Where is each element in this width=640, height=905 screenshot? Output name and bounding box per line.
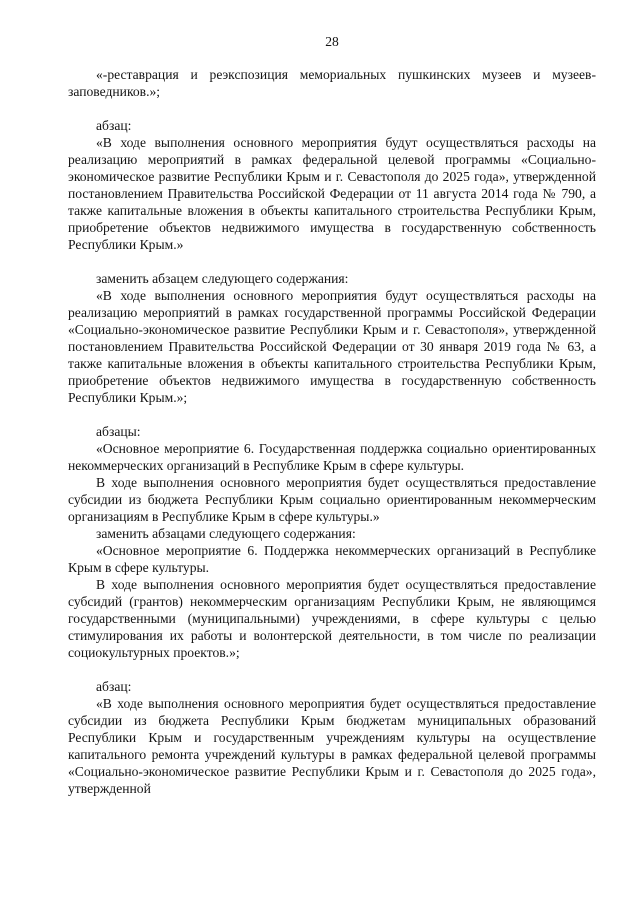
body-paragraph: «Основное мероприятие 6. Государственная поддержка социально ориентированных некоммерческих организаций в Республике Крым в сфере культуры.: [68, 441, 596, 473]
body-paragraph: «В ходе выполнения основного мероприятия будут осуществляться расходы на реализацию мероприятий в рамках федеральной целевой программы «Социально-экономическое развитие Республики Крым и г. Севастополя до 2025 года», утвержденной постановлением Правительства Российской Федерации от 11 августа 2014 года № 790, а также капитальные вложения в объекты капитального строительства Республики Крым, приобретение объектов недвижимого имущества в государственную собственность Республики Крым.»: [68, 135, 596, 252]
body-paragraph: «-реставрация и реэкспозиция мемориальных пушкинских музеев и музеев-заповедников.»;: [68, 67, 596, 99]
paragraph-spacer: [68, 253, 596, 270]
amendment-label: абзацы:: [96, 424, 141, 439]
paragraph-spacer: [68, 406, 596, 423]
body-paragraph: «В ходе выполнения основного мероприятия будет осуществляться предоставление субсидии из бюджета Республики Крым бюджетам муниципальных образований Республики Крым и государственным учреждениям культуры на осуществление капитального ремонта учреждений культуры в рамках федеральной целевой программы «Социально-экономическое развитие Республики Крым и г. Севастополя до 2025 года», утвержденной: [68, 696, 596, 796]
amendment-label: абзац:: [96, 679, 132, 694]
amendment-label: заменить абзацем следующего содержания:: [96, 271, 349, 286]
body-paragraph: «Основное мероприятие 6. Поддержка некоммерческих организаций в Республике Крым в сфере культуры.: [68, 543, 596, 575]
amendment-label: заменить абзацами следующего содержания:: [96, 526, 356, 541]
body-paragraph: «В ходе выполнения основного мероприятия будут осуществляться расходы на реализацию мероприятий в рамках государственной программы Российской Федерации «Социально-экономическое развитие Республики Крым и г. Севастополя», утвержденной постановлением Правительства Российской Федерации от 30 января 2019 года № 63, а также капитальные вложения в объекты капитального строительства Республики Крым, приобретение объектов недвижимого имущества в государственную собственность Республики Крым.»;: [68, 288, 596, 405]
body-paragraph: В ходе выполнения основного мероприятия будет осуществляться предоставление субсидии из бюджета Республики Крым социально ориентированным некоммерческим организациям в Республике Крым в сфере культуры.»: [68, 475, 596, 524]
document-body: [68, 66, 596, 797]
amendment-label: абзац:: [96, 118, 132, 133]
body-paragraph: В ходе выполнения основного мероприятия будет осуществляться предоставление субсидий (грантов) некоммерческим организациям Республики Крым, не являющимся государственными (муниципальными) учреждениями, в сфере культуры с целью стимулирования их работы и волонтерской деятельности, в том числе по реализации социокультурных проектов.»;: [68, 577, 596, 660]
paragraph-spacer: [68, 100, 596, 117]
paragraph-spacer: [68, 661, 596, 678]
page-number: 28: [325, 34, 339, 49]
